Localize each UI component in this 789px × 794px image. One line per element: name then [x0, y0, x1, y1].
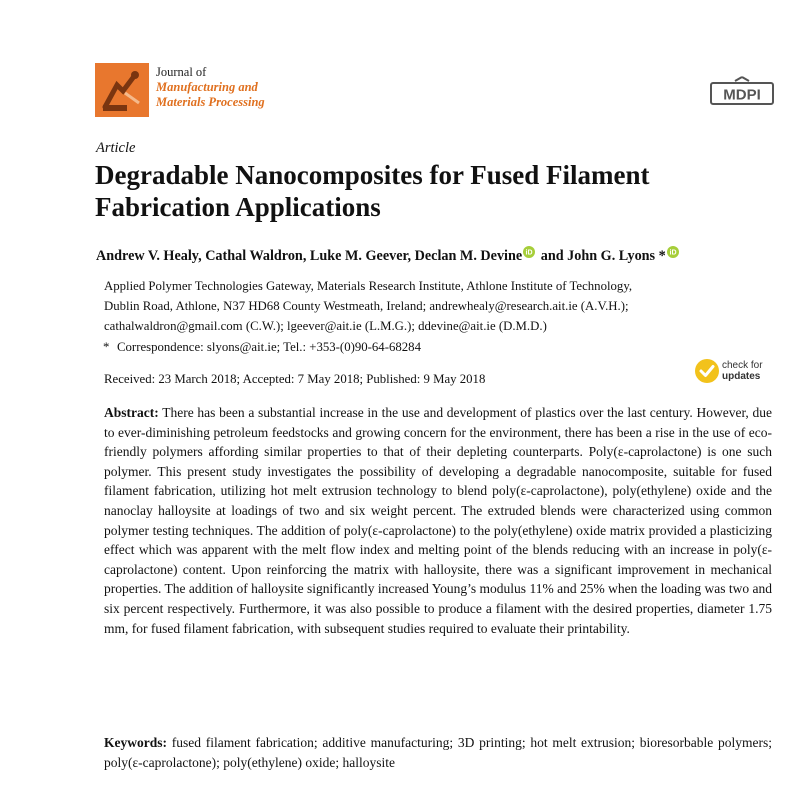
keywords-text: fused filament fabrication; additive manufacturing; 3D printing; hot melt extrusion; bioresorbable polymers; poly(ε-caprolactone); poly(ethylene) oxide; halloysite [104, 735, 773, 770]
author-name: and John G. Lyons * [537, 248, 666, 264]
author-name: Declan M. Devine [414, 248, 523, 264]
keywords-label: Keywords: [104, 735, 167, 750]
check-updates-icon [694, 358, 720, 384]
abstract [104, 403, 772, 638]
orcid-icon[interactable] [523, 246, 535, 258]
journal-line-1: Journal of [156, 65, 207, 79]
author-name: Cathal Waldron, [205, 248, 310, 264]
journal-line-2: Manufacturing and [156, 80, 258, 94]
journal-line-3: Materials Processing [156, 95, 265, 109]
check-updates-line-1: check for [722, 360, 763, 371]
author-name: Luke M. Geever, [309, 248, 415, 264]
correspondence-line [104, 337, 764, 357]
orcid-icon[interactable] [667, 246, 679, 258]
check-for-updates-badge[interactable] [694, 358, 774, 386]
publication-dates: Received: 23 March 2018; Accepted: 7 May 2018; Published: 9 May 2018 [104, 372, 486, 386]
correspondence-mark: * [103, 339, 110, 354]
abstract-label: Abstract: [104, 405, 159, 420]
svg-text:iD: iD [525, 249, 533, 257]
paper-title: Degradable Nanocomposites for Fused Filament Fabrication Applications [95, 160, 650, 222]
author-list [96, 246, 776, 265]
keywords [104, 733, 772, 772]
abstract-text: There has been a substantial increase in the use and development of plastics over the last century. However, due to ever-diminishing petroleum feedstocks and growing concern for the environment, there has been a rise in the use of eco-friendly polymers affording similar properties to that of their depleting counterparts. Poly(ε-caprolactone) is one such polymer. This present study investigates the possibility of developing a degradable nanocomposite, suitable for fused filament fabrication, utilizing hot melt extrusion technology to blend poly(ε-caprolactone), poly(ethylene) oxide and the nanoclay halloysite at loadings of two and six weight percent. The extruded blends were characterized using common polymer testing techniques. The addition of poly(ε-caprolactone) to the poly(ethylene) oxide matrix provided a plasticizing effect which was apparent with the melt flow index and melting point of the blends reducing with an increase in poly(ε-caprolactone) content. Upon reinforcing the matrix with halloysite, there was a significant improvement in mechanical properties. The addition of halloysite significantly increased Young’s modulus 11% and 25% when the loading was two and six percent respectively. Furthermore, it was also possible to produce a filament with the desired properties, diameter 1.75 mm, for fused filament fabrication, with subsequent studies required to evaluate their printability. [104, 405, 772, 636]
svg-text:iD: iD [669, 249, 677, 257]
correspondence-text: Correspondence: slyons@ait.ie; Tel.: +353-(0)90-64-68284 [117, 339, 421, 354]
journal-logo-icon [95, 63, 149, 117]
mdpi-logo-text: MDPI [723, 86, 761, 104]
check-updates-line-2: updates [722, 371, 761, 382]
affiliation-line: cathalwaldron@gmail.com (C.W.); lgeever@ait.ie (L.M.G.); ddevine@ait.ie (D.M.D.) [104, 319, 547, 334]
author-name: Andrew V. Healy, [96, 248, 206, 264]
article-type: Article [96, 140, 136, 156]
journal-name [156, 65, 265, 110]
affiliation-line: Applied Polymer Technologies Gateway, Materials Research Institute, Athlone Institute of Technology, [104, 279, 633, 293]
affiliation-line: Dublin Road, Athlone, N37 HD68 County Westmeath, Ireland; andrewhealy@research.ait.ie (A.V.H.); [104, 299, 629, 314]
mdpi-logo-icon [709, 76, 775, 106]
affiliation-block [104, 276, 764, 357]
